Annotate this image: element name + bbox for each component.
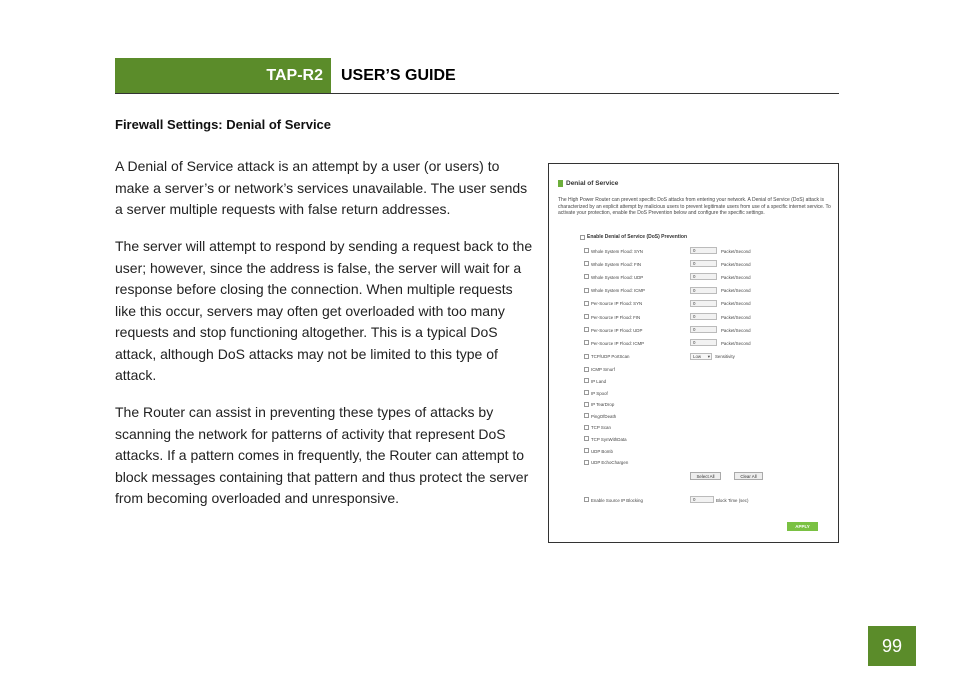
flood-rate-input[interactable]: 0	[690, 273, 717, 280]
apply-button[interactable]: APPLY	[787, 522, 818, 531]
portscan-checkbox[interactable]	[584, 354, 589, 359]
portscan-label: TCP/UDP PortScan	[591, 354, 630, 360]
enable-dos-checkbox[interactable]	[580, 235, 585, 240]
flood-rate-input[interactable]: 0	[690, 326, 717, 333]
chevron-down-icon: ▾	[707, 353, 710, 359]
sensitivity-label: Sensitivity	[715, 354, 735, 360]
flood-label: Whole System Flood: ICMP	[591, 288, 645, 294]
flood-row	[584, 300, 834, 308]
attack-label: IP Spoof	[591, 390, 608, 396]
flood-unit: Packet/Second	[721, 274, 751, 280]
attack-row	[584, 389, 834, 397]
sensitivity-value: Low	[693, 353, 702, 359]
attack-label: UDP EchoChargen	[591, 460, 629, 466]
flood-unit: Packet/Second	[721, 314, 751, 320]
attack-row	[584, 447, 834, 455]
attack-row	[584, 459, 834, 467]
paragraph-2: The server will attempt to respond by sending a request back to the user; however, since the address is false, the server will wait for a response before closing the connection. When multiple requests like this occur, servers may often get overloaded with too many requests and stop functioning altogether. This is a typical DoS attack, although DoS attacks may not be limited to this type of attack.	[115, 238, 533, 383]
flood-row	[584, 273, 834, 281]
attack-checkbox[interactable]	[584, 378, 589, 383]
flood-label: Per-Source IP Flood: ICMP	[591, 340, 645, 346]
attack-label: IP Land	[591, 378, 607, 384]
attack-label: PingOfDeath	[591, 413, 617, 419]
attack-label: TCP Scan	[591, 425, 611, 431]
source-ip-blocking-label: Enable Source IP Blocking	[591, 497, 643, 503]
dos-settings-screenshot	[548, 163, 839, 543]
attack-row	[584, 401, 834, 409]
attack-checkbox[interactable]	[584, 425, 589, 430]
attack-checkbox[interactable]	[584, 436, 589, 441]
flood-row	[584, 287, 834, 295]
flood-rate-input[interactable]: 0	[690, 287, 717, 294]
clear-all-button[interactable]: Clear All	[734, 472, 763, 480]
portscan-row	[584, 353, 834, 361]
flood-unit: Packet/Second	[721, 340, 751, 346]
page-header	[115, 58, 839, 94]
attack-label: TCP SynWithData	[591, 436, 627, 442]
source-ip-blocking-checkbox[interactable]	[584, 497, 589, 502]
guide-title: USER’S GUIDE	[341, 67, 456, 84]
attack-checkbox[interactable]	[584, 402, 589, 407]
source-ip-blocking-row	[584, 496, 834, 504]
paragraph-1: A Denial of Service attack is an attempt by a user (or users) to make a server’s or network’s services unavailable. The user sends a server multiple requests with false return addresses.	[115, 158, 528, 217]
flood-label: Whole System Flood: UDP	[591, 274, 644, 280]
flood-label: Whole System Flood: SYN	[591, 248, 643, 254]
flood-label: Per-Source IP Flood: UDP	[591, 327, 643, 333]
attack-row	[584, 412, 834, 420]
attack-checkbox[interactable]	[584, 460, 589, 465]
flood-unit: Packet/Second	[721, 288, 751, 294]
section-title: Firewall Settings: Denial of Service	[115, 117, 332, 132]
flood-checkbox[interactable]	[584, 248, 589, 253]
enable-dos-label: Enable Denial of Service (DoS) Prevention	[587, 234, 688, 240]
flood-label: Whole System Flood: FIN	[591, 261, 642, 267]
attack-checkbox[interactable]	[584, 367, 589, 372]
flood-row	[584, 313, 834, 321]
flood-checkbox[interactable]	[584, 301, 589, 306]
attack-checkbox[interactable]	[584, 448, 589, 453]
enable-dos-row[interactable]	[580, 234, 687, 240]
flood-checkbox[interactable]	[584, 261, 589, 266]
flood-checkbox[interactable]	[584, 314, 589, 319]
flood-rate-input[interactable]: 0	[690, 260, 717, 267]
flood-checkbox[interactable]	[584, 327, 589, 332]
flood-row	[584, 260, 834, 268]
attack-row	[584, 366, 834, 374]
panel-description: The High Power Router can prevent specific DoS attacks from entering your network. A Denial of Service (DoS) attack is characterized by an explicit attempt by malicious users to prevent legitimate users from use of a specific internet service. To activate your protection, enable the DoS Prevention below and configure the specific settings.	[558, 197, 831, 216]
flood-label: Per-Source IP Flood: FIN	[591, 314, 641, 320]
page-number: 99	[868, 626, 916, 666]
green-bullet-icon	[558, 180, 563, 187]
sensitivity-select[interactable]	[690, 353, 712, 360]
flood-unit: Packet/Second	[721, 261, 751, 267]
select-all-button[interactable]: Select All	[690, 472, 721, 480]
flood-checkbox[interactable]	[584, 340, 589, 345]
flood-row	[584, 326, 834, 334]
flood-rate-input[interactable]: 0	[690, 247, 717, 254]
flood-unit: Packet/Second	[721, 327, 751, 333]
attack-checkbox[interactable]	[584, 413, 589, 418]
panel-title-text: Denial of Service	[566, 180, 619, 188]
attack-row	[584, 435, 834, 443]
flood-unit: Packet/Second	[721, 248, 751, 254]
block-time-input[interactable]: 0	[690, 496, 714, 503]
flood-rate-input[interactable]: 0	[690, 339, 717, 346]
attack-label: UDP Bomb	[591, 448, 613, 454]
paragraph-3: The Router can assist in preventing these types of attacks by scanning the network for patterns of activity that represent DoS attacks. If a pattern comes in frequently, the Router can attempt to block messages containing that pattern and thus protect the server from becoming overloaded and unresponsive.	[115, 404, 529, 506]
attack-label: IP TearDrop	[591, 402, 615, 408]
flood-label: Per-Source IP Flood: SYN	[591, 301, 643, 307]
flood-unit: Packet/Second	[721, 301, 751, 307]
attack-label: ICMP Smurf	[591, 367, 615, 373]
flood-rate-input[interactable]: 0	[690, 313, 717, 320]
attack-row	[584, 377, 834, 385]
flood-rate-input[interactable]: 0	[690, 300, 717, 307]
flood-row	[584, 339, 834, 347]
attack-checkbox[interactable]	[584, 390, 589, 395]
attack-row	[584, 424, 834, 432]
flood-checkbox[interactable]	[584, 288, 589, 293]
flood-row	[584, 247, 834, 255]
panel-title	[558, 180, 618, 187]
flood-checkbox[interactable]	[584, 274, 589, 279]
block-time-unit: Block Time (sec)	[716, 497, 749, 503]
product-label: TAP-R2	[115, 58, 331, 93]
